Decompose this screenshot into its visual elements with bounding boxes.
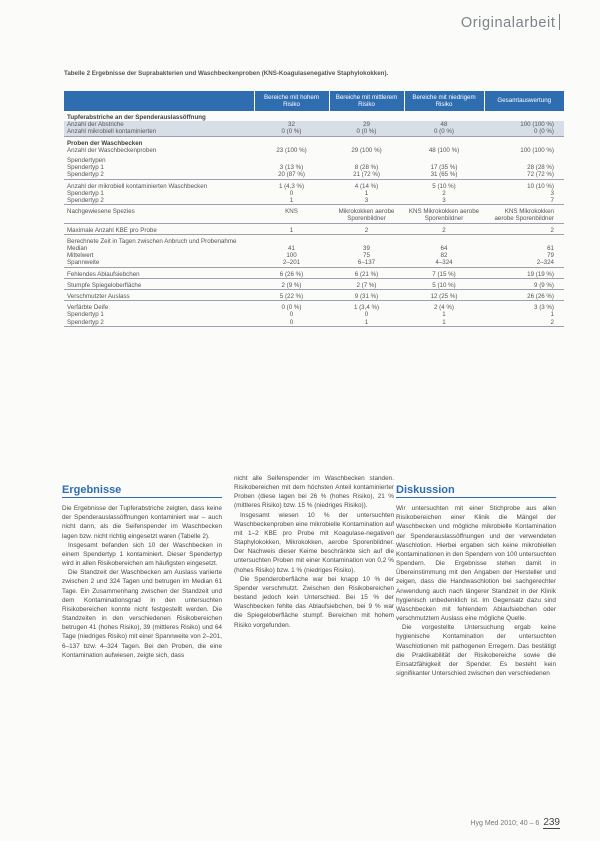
table-cell: 1 (4,3 %) [278, 182, 305, 190]
table-cell: 1 [442, 311, 446, 319]
table-caption: Tabelle 2 Ergebnisse der Suprabakterien und Waschbeckenproben (KNS-Koagulasenegative Staphylokokken). [64, 70, 389, 77]
row-label: Spendertyp 2 [64, 171, 254, 179]
journal-citation: Hyg Med 2010; 40 – 6 [470, 820, 540, 827]
table-cell: 0 (0 %) [281, 304, 302, 312]
discussion-heading: Diskussion [396, 486, 556, 498]
table-cell: 0 (0 %) [329, 128, 404, 136]
results-column [62, 486, 222, 660]
middle-paragraph: nicht alle Seifenspender im Waschbecken standen. Risikobereichen mit dem höchsten Anteil kontaminierter Proben (diese lagen bei 26 % (hohes Risiko), 21 % (mittleres Risiko) bzw. 15 % (niedriges Risiko)). [234, 475, 394, 510]
row-label: Nachgewiesene Spezies [64, 205, 254, 223]
row-label: Spendertyp 2 [64, 197, 254, 205]
table-cell: 29 (100 %) [351, 146, 382, 154]
table-cell: 28 (28 %) [527, 164, 554, 172]
table-body [64, 111, 564, 326]
results-table [64, 91, 564, 327]
table-cell: 0 [254, 319, 329, 327]
row-label: Verschmutzter Auslass [64, 290, 254, 301]
table-cell [404, 234, 484, 245]
results-heading: Ergebnisse [62, 486, 222, 498]
table-cell [254, 154, 329, 164]
table-cell: Mikrokokken aerobe Sporenbildner [329, 205, 404, 223]
table-cell: 82 [440, 252, 448, 260]
table-cell: 7 [484, 197, 564, 205]
table-cell: 0 [289, 311, 294, 319]
table-row [64, 164, 564, 171]
table-header-cell: Gesamtauswertung [484, 91, 564, 111]
row-label: Stumpfe Spiegeloberfläche [64, 278, 254, 289]
table-row [64, 234, 564, 245]
row-label: Anzahl der Waschbeckenproben [67, 146, 157, 154]
table-cell: 1 [254, 223, 329, 234]
table-cell: 1 [254, 197, 329, 205]
table-cell: 10 (10 %) [527, 182, 554, 190]
row-label: Mittelwert [67, 252, 94, 260]
table-section-row [64, 111, 564, 121]
table-header-cell: Bereiche mit mittlerem Risiko [329, 91, 404, 111]
table-cell: 39 [363, 245, 370, 253]
middle-paragraph: Insgesamt wiesen 10 % der untersuchten Waschbeckenproben eine mikrobielle Kontamination auf mit 1–2 KBE pro Probe mit Koagulase-negativen Staphylokokken, Mikrokokken, aerobe Sporenbildner. Der Nachweis dieser Keime beschränkte sich auf die untersuchten Proben mit einer Kontamination von 0,2 % (hohes Risiko) bzw. 1 % (niedriges Risiko). [234, 511, 394, 574]
results-paragraph: Die Standzeit der Waschbecken am Auslass variierte zwischen 2 und 324 Tagen und betrugen im Median 61 Tage. Ein Zusammenhang zwischen der Standzeit und dem Kontaminationsgrad in den untersuchten Risikobereichen konnte nicht festgestellt werden. Die Standzeiten in den verschiedenen Risikobereichen betrugen 41 (hohes Risiko), 39 (mittleres Risiko) und 64 Tage (niedriges Risiko) mit einer Spannweite von 2–201, 6–137 bzw. 4–324 Tagen. Bei den Proben, die eine Kontamination aufwiesen, zeigte sich, dass [62, 569, 222, 659]
table-cell: 3 (13 %) [279, 164, 304, 172]
table-cell: 75 [363, 252, 370, 260]
table-cell: 100 (100 %) [484, 121, 564, 128]
table-cell [254, 234, 329, 245]
middle-column [234, 474, 394, 630]
table-cell: 23 (100 %) [276, 146, 307, 154]
table-cell [484, 154, 564, 164]
row-label: Spannweite [64, 259, 254, 267]
row-label: Fehlendes Ablaufsiebchen [64, 267, 254, 278]
table-row [64, 252, 564, 259]
row-label: Anzahl mikrobiell kontaminierten [64, 128, 254, 136]
row-label: Anzahl der mikrobiell kontaminierten Waschbecken [67, 182, 208, 190]
discussion-paragraph: Die vorgestellte Untersuchung ergab keine hygienische Kontamination der untersuchten Waschlotionen mit pathogenen Erregern. Das bestätigt die Praktikabilität der Risikobereiche sowie die Einsatzfähigkeit der Spender. Es besteht kein signifikanter Unterschied zwischen den verschiedenen [396, 624, 556, 677]
table-header-cell [64, 91, 254, 111]
row-label: Verfärbte Deife [67, 304, 109, 312]
table-cell: 20 (87 %) [254, 171, 329, 179]
table-cell: 21 (72 %) [329, 171, 404, 179]
row-label: Spendertyp 1 [67, 189, 104, 197]
table-cell: 12 (25 %) [404, 290, 484, 301]
table-cell: 3 [404, 197, 484, 205]
results-paragraph: Die Ergebnisse der Tupferabstriche zeigten, dass keine der Spenderauslassöffnungen kontaminiert war – auch nicht dann, als die Seifenspender im Waschbecken lagen bzw. nicht richtig eingesetzt waren (Tabelle 2). [62, 505, 222, 540]
table-cell: 31 (65 %) [404, 171, 484, 179]
table-cell: KNS Mikrokokken aerobe Sporenbildner [484, 205, 564, 223]
table-cell: 19 (19 %) [484, 267, 564, 278]
table-row [64, 154, 564, 164]
table-cell: 5 (10 %) [404, 278, 484, 289]
table-row [64, 301, 564, 312]
table-cell: 72 (72 %) [484, 171, 564, 179]
row-label: Spendertypen [67, 157, 106, 165]
table-cell: KNS [254, 205, 329, 223]
table-row [64, 259, 564, 267]
table-cell: 1 [329, 319, 404, 327]
table-cell: 32 [254, 121, 329, 128]
row-label: Berechnete Zeit in Tagen zwischen Anbruch und Probenahme [67, 237, 237, 245]
row-label: Tupferabstriche an der Spenderauslassöffnung [67, 114, 206, 121]
discussion-column [396, 486, 556, 678]
table-cell: 3 [550, 189, 554, 197]
table-cell: 7 (15 %) [404, 267, 484, 278]
table-cell: 100 (100 %) [520, 146, 554, 154]
table-cell: 2 [484, 223, 564, 234]
table-row [64, 171, 564, 179]
table-cell: 61 [547, 245, 554, 253]
section-title: Originalarbeit [460, 15, 556, 31]
table-cell: 26 (26 %) [484, 290, 564, 301]
table-cell: 2 (4 %) [434, 304, 454, 312]
results-paragraph: Insgesamt befanden sich 10 der Waschbecken in einem Spendertyp 1 kontaminiert. Dieser Spendertyp wird in allen Risikobereichen am häufigsten eingesetzt. [62, 541, 222, 568]
table-row [64, 147, 564, 154]
table-cell: 6–137 [329, 259, 404, 267]
table-cell: KNS Mikrokokken aerobe Sporenbildner [404, 205, 484, 223]
table-cell: 0 (0 %) [254, 128, 329, 136]
section-header [461, 14, 560, 31]
table-row [64, 290, 564, 301]
table-cell: 2 (9 %) [254, 278, 329, 289]
table-section-row [64, 136, 564, 147]
table-cell: 9 (31 %) [329, 290, 404, 301]
table-header-cell: Bereiche mit hohem Risiko [254, 91, 329, 111]
table-row [64, 205, 564, 223]
header-bar [559, 14, 561, 30]
table-cell: 0 (0 %) [484, 128, 564, 136]
row-label: Anzahl der Abstriche [64, 121, 254, 128]
page-number: 239 [543, 817, 560, 828]
table-row [64, 223, 564, 234]
table-cell: 8 (28 %) [354, 164, 379, 172]
table-cell: 5 (22 %) [254, 290, 329, 301]
table-cell: 29 [329, 121, 404, 128]
table-cell: 5 (10 %) [432, 182, 456, 190]
discussion-paragraph: Wir untersuchten mit einer Stichprobe aus allen Risikobereichen einer Klinik die Mängel der Waschbecken und mögliche mikrobielle Kontamination der Spenderauslassöffnungen und der verwendeten Waschlotion. Hierbei ergaben sich keine mikrobiellen Kontaminationen in den Spendern von 100 untersuchten Spendern. Die Ergebnisse stehen damit in Übereinstimmung mit den Angaben der Hersteller und zeigen, dass die Handwaschlotion bei sachgerechter Anwendung auch nach längerer Standzeit in der Klinik hygienisch unbedenklich ist. Im Gegensatz dazu sind Waschbecken mit fehlendem Ablaufsiebchen oder verschmutztem Auslass eine mögliche Quelle. [396, 505, 556, 623]
table-cell: 1 [404, 319, 484, 327]
table-cell: 6 (26 %) [254, 267, 329, 278]
table-row [64, 319, 564, 327]
table-cell: 1 (3,4 %) [353, 304, 380, 312]
page-footer [470, 817, 560, 828]
table-row [64, 278, 564, 289]
row-label: Spendertyp 1 [67, 311, 104, 319]
table-cell: 2 (7 %) [329, 278, 404, 289]
table-row [64, 311, 564, 318]
table-cell: 2–201 [254, 259, 329, 267]
table-cell: 2 [484, 319, 564, 327]
table-cell: 2–324 [484, 259, 564, 267]
row-label: Median [67, 245, 88, 253]
table-cell [404, 154, 484, 164]
row-label: Maximale Anzahl KBE pro Probe [64, 223, 254, 234]
table-cell [329, 234, 404, 245]
table-cell: 79 [547, 252, 554, 260]
table-row [64, 121, 564, 128]
table-cell: 2 [404, 223, 484, 234]
row-label: Spendertyp 1 [67, 164, 104, 172]
table-header-cell: Bereiche mit niedrigem Risiko [404, 91, 484, 111]
table-cell: 9 (9 %) [484, 278, 564, 289]
table-cell: 0 (0 %) [404, 128, 484, 136]
table-cell: 17 (35 %) [430, 164, 458, 172]
table-row [64, 245, 564, 252]
table-cell: 0 [364, 311, 369, 319]
table-cell: 48 (100 %) [428, 146, 460, 154]
table-row [64, 197, 564, 205]
row-label: Spendertyp 2 [64, 319, 254, 327]
table-row [64, 267, 564, 278]
table-cell: 48 [404, 121, 484, 128]
table-cell: 64 [440, 245, 448, 253]
table-row [64, 179, 564, 190]
table-cell [329, 154, 404, 164]
table-cell: 1 [550, 311, 554, 319]
table-cell: 1 [364, 189, 369, 197]
table-cell: 0 [289, 189, 294, 197]
table-cell: 100 [286, 252, 297, 260]
table-cell: 4 (14 %) [354, 182, 379, 190]
table-cell: 6 (21 %) [329, 267, 404, 278]
table-cell: 3 [329, 197, 404, 205]
table-row [64, 190, 564, 197]
table-cell: 4–324 [404, 259, 484, 267]
middle-paragraph: Die Spenderoberfläche war bei knapp 10 % der Spender verschmutzt. Zwischen den Risikobereichen bestand jedoch kein Unterschied. Bei 15 % der Waschbecken fehlte das Ablaufsiebchen, bei 9 % war die Spiegeloberfläche stumpf. Bereichen mit hohem Risiko vorgefunden. [234, 575, 394, 629]
row-label: Proben der Waschbecken [67, 139, 143, 147]
table-cell [484, 234, 564, 245]
table-header-row [64, 91, 564, 111]
table-cell: 2 [329, 223, 404, 234]
table-cell: 3 (3 %) [534, 304, 554, 312]
table-cell: 2 [442, 189, 446, 197]
table-row [64, 128, 564, 136]
table-cell: 41 [288, 245, 295, 253]
